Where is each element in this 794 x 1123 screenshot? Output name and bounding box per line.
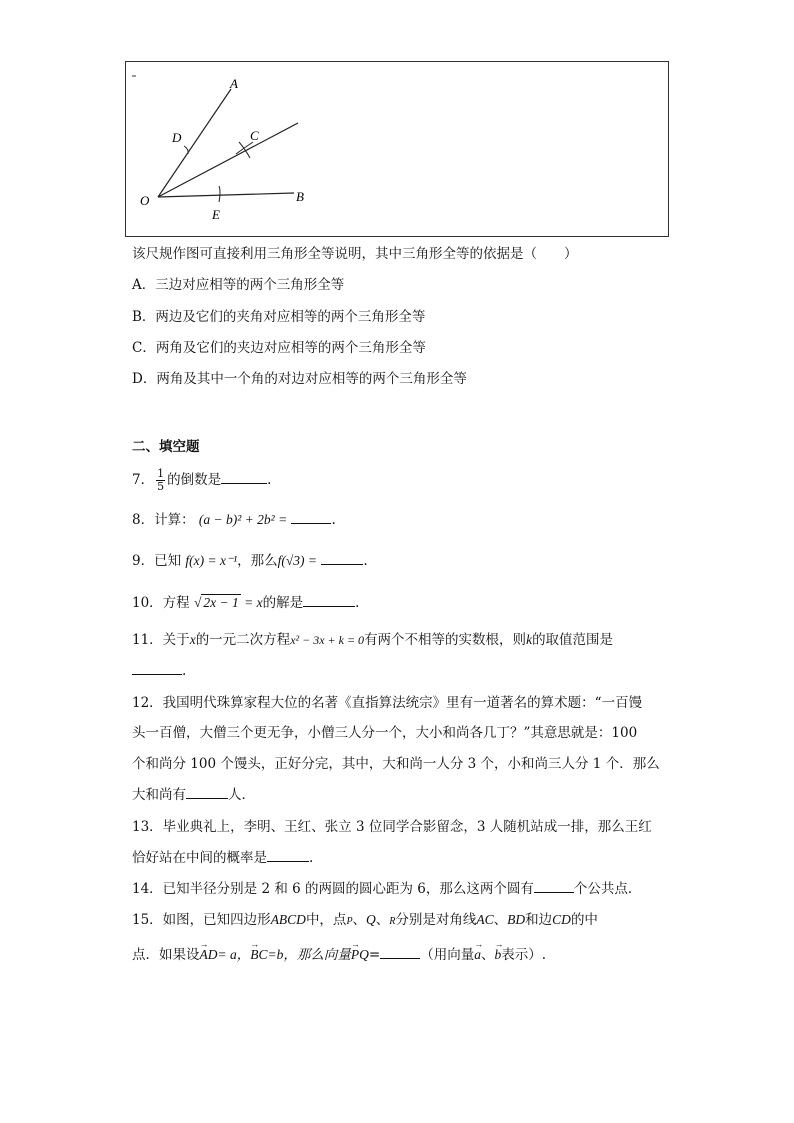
q7-answer-blank[interactable] — [221, 471, 267, 484]
q15-sep4: 、 — [480, 947, 495, 963]
q15-vector-ad: → AD — [200, 946, 218, 964]
question-11-line1 — [132, 631, 613, 649]
q10-rhs: = x — [244, 595, 263, 610]
option-a: A．三边对应相等的两个三角形全等 — [132, 277, 345, 293]
q15-eq-pq: = — [368, 947, 381, 963]
geometry-figure — [125, 61, 669, 237]
label-b: B — [296, 189, 304, 204]
q11-answer-blank[interactable] — [132, 662, 182, 675]
angle-bisector-construction — [126, 62, 670, 238]
question-13-line1: 13．毕业典礼上，李明、王红、张立 3 位同学合影留念，3 人随机站成一排，那么王红 — [132, 819, 652, 835]
q15-vector-bc: → BC — [250, 946, 267, 964]
q7-end: . — [267, 472, 272, 488]
q11-text1: 11．关于 — [132, 632, 190, 648]
q13-end: . — [309, 850, 314, 866]
q10-radicand: 2x − 1 — [203, 595, 239, 610]
q14-text: 14．已知半径分别是 2 和 6 的两圆的圆心距为 6，那么这两个圆有 — [132, 881, 534, 897]
q10-end: . — [355, 595, 360, 611]
q13-answer-blank[interactable] — [267, 849, 309, 862]
q15-vector-a: → a — [474, 946, 481, 964]
q12-end: 人． — [228, 787, 255, 803]
q15-bd: BD — [507, 912, 526, 927]
label-o: O — [140, 193, 150, 208]
label-e: E — [212, 207, 220, 222]
option-b: B．两边及它们的夹角对应相等的两个三角形全等 — [132, 309, 426, 325]
q14-end: 个公共点． — [573, 881, 642, 897]
q9-answer-blank[interactable] — [321, 552, 363, 565]
q11-equation: x² − 3x + k = 0 — [290, 633, 365, 647]
question-7 — [132, 468, 271, 493]
q9-expression: f(√3) = — [277, 553, 318, 568]
q15-sep3: 、 — [493, 912, 508, 928]
q11-var-x: x — [189, 632, 196, 647]
ray-ob — [158, 193, 294, 197]
q9-mid: ，那么 — [237, 553, 278, 569]
q7-fraction-denominator: 5 — [157, 480, 165, 493]
q9-text: 9．已知 — [132, 553, 182, 569]
q15-sep2: 、 — [375, 912, 390, 928]
q15-text2: 中，点 — [305, 912, 347, 928]
q15-text5: 的中 — [570, 912, 598, 928]
q8-text: 8．计算： — [132, 512, 195, 528]
question-15-line2 — [132, 946, 546, 964]
q12-text: 大和尚有 — [132, 787, 186, 803]
q15-text6: 点．如果设 — [132, 947, 200, 963]
question-12-line4 — [132, 786, 255, 804]
question-9 — [132, 552, 368, 570]
question-12-line2: 头一百僧，大僧三个更无争，小僧三人分一个，大小和尚各几丁？”其意思就是：100 — [132, 725, 638, 741]
question-6-stem: 该尺规作图可直接利用三角形全等说明，其中三角形全等的依据是（ ） — [132, 246, 578, 262]
q15-text8: 表示）. — [501, 947, 546, 963]
q9-end: . — [363, 553, 368, 569]
question-14 — [132, 880, 641, 898]
question-8 — [132, 511, 336, 529]
q7-number: 7． — [132, 472, 155, 488]
q12-answer-blank[interactable] — [186, 786, 228, 799]
q7-fraction-numerator: 1 — [157, 467, 165, 480]
q10-text2: 的解是 — [262, 595, 304, 611]
q15-q: Q — [366, 912, 376, 927]
q10-answer-blank[interactable] — [303, 594, 355, 607]
q15-ac: AC — [476, 912, 494, 927]
q15-cd: CD — [552, 912, 571, 927]
label-a: A — [230, 76, 238, 91]
q10-equation: √ 2x − 1 = x — [193, 595, 263, 610]
q15-r: R — [389, 916, 396, 927]
q7-text: 的倒数是 — [167, 472, 222, 488]
arc-e — [219, 186, 220, 202]
label-c: C — [250, 128, 259, 143]
option-c: C．两角及它们的夹边对应相等的两个三角形全等 — [132, 340, 426, 356]
section-title: 二、填空题 — [132, 439, 200, 455]
q15-text1: 15．如图，已知四边形 — [132, 912, 271, 928]
q8-end: . — [331, 512, 336, 528]
q11-end: . — [182, 663, 187, 679]
q10-text: 10．方程 — [132, 595, 190, 611]
question-10 — [132, 594, 359, 612]
label-d: D — [172, 130, 182, 145]
q9-function: f(x) = x⁻¹ — [185, 553, 238, 568]
q15-eq-a: = a， — [217, 947, 251, 962]
q14-answer-blank[interactable] — [534, 880, 574, 893]
q11-text4: 的取值范围是 — [532, 632, 614, 648]
question-12-line3: 个和尚分 100 个馒头，正好分完，其中，大和尚一人分 3 个，小和尚三人分 1 个．那么 — [132, 756, 660, 772]
question-13-line2 — [132, 849, 313, 867]
ray-oa — [158, 89, 231, 197]
question-11-line2 — [132, 662, 186, 680]
q15-eq-b: =b，那么向量 — [267, 947, 351, 962]
q15-answer-blank[interactable] — [380, 946, 420, 959]
q15-vector-b: → b — [494, 946, 501, 964]
question-12-line1: 12．我国明代珠算家程大位的名著《直指算法统宗》里有一道著名的算术题：“一百馒 — [132, 695, 643, 711]
q8-expression: (a − b)² + 2b² = — [198, 512, 288, 527]
q8-answer-blank[interactable] — [291, 511, 331, 524]
q15-vector-pq: → PQ — [351, 946, 369, 964]
q11-var-k: k — [526, 632, 533, 647]
q7-fraction — [156, 468, 165, 493]
option-d: D．两角及其中一个角的对边对应相等的两个三角形全等 — [132, 371, 467, 387]
q15-sep1: 、 — [352, 912, 367, 928]
q15-p: P — [346, 916, 353, 927]
question-15-line1 — [132, 911, 598, 931]
q13-text: 恰好站在中间的概率是 — [132, 850, 267, 866]
q15-abcd: ABCD — [270, 912, 306, 927]
q11-text3: 有两个不相等的实数根，则 — [364, 632, 527, 648]
q11-text2: 的一元二次方程 — [195, 632, 291, 648]
q15-text4: 和边 — [525, 912, 553, 928]
q15-text3: 分别是对角线 — [395, 912, 477, 928]
q15-text7: （用向量 — [420, 947, 475, 963]
